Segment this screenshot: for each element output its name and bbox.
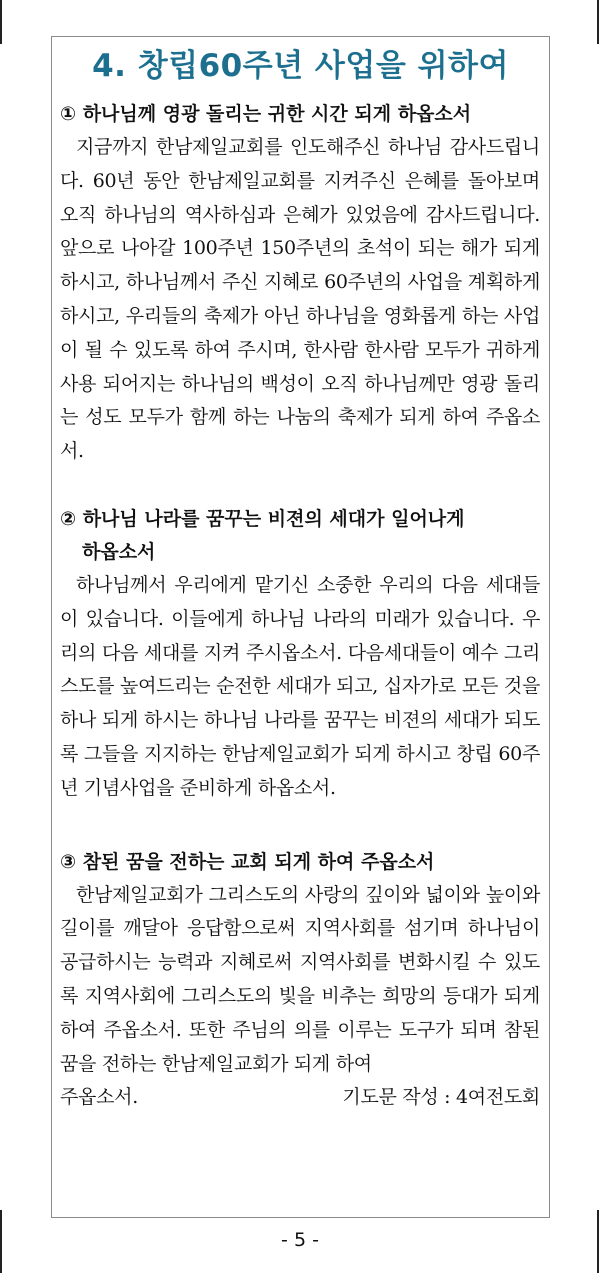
page-title: 4. 창립60주년 사업을 위하여: [92, 48, 509, 84]
crop-mark: [0, 0, 2, 44]
section-text: 지금까지 한남제일교회를 인도해주신 하나님 감사드립니다. 60년 동안 한남제일교회를 지켜주신 은혜를 돌아보며 오직 하나님의 역사하심과 은혜가 있었음에 감사드립니다. 앞으로 나아갈 100주년 150주년의 초석이 되는 해가 되게 하시고, 하나님께서 주신 지혜로 60주년의 사업을 계획하게 하시고, 우리들의 축제가 아닌 하나님을 영화롭게 하는 사업이 될 수 있도록 하여 주시며, 한사람 한사람 모두가 귀하게 사용 되어지는 하나님의 백성이 오직 하나님께만 영광 돌리는 성도 모두가 함께 하는 나눔의 축제가 되게 하여 주옵소서.: [60, 136, 540, 463]
section-1: [60, 98, 540, 469]
section-text: 한남제일교회가 그리스도의 사랑의 깊이와 넓이와 높이와 길이를 깨달아 응답함으로써 지역사회를 섬기며 하나님이 공급하시는 능력과 지혜로써 지역사회를 변화시킬 수 있도록 지역사회에 그리스도의 빛을 비추는 희망의 등대가 되게 하여 주옵소서. 또한 주님의 의를 이루는 도구가 되며 참된 꿈을 전하는 한남제일교회가 되게 하여: [60, 883, 540, 1075]
section-2: [60, 503, 540, 806]
section-text: 하나님께서 우리에게 맡기신 소중한 우리의 다음 세대들이 있습니다. 이들에게 하나님 나라의 미래가 있습니다. 우리의 다음 세대를 지켜 주시옵소서. 다음세대들이 예수 그리스도를 높여드리는 순전한 세대가 되고, 십자가로 모든 것을 하나 되게 하시는 하나님 나라를 꿈꾸는 비젼의 세대가 되도록 그들을 지지하는 한남제일교회가 되게 하시고 창립 60주년 기념사업을 준비하게 하옵소서.: [60, 573, 540, 799]
section-heading: ③ 참된 꿈을 전하는 교회 되게 하여 주옵소서: [60, 850, 435, 873]
section-heading: ② 하나님 나라를 꿈꾸는 비젼의 세대가 일어나게: [60, 507, 465, 530]
section-heading-cont: 하옵소서: [82, 540, 156, 563]
crop-mark: [597, 0, 599, 44]
page-number: - 5 -: [281, 1229, 319, 1251]
document-body: [60, 98, 540, 1115]
section-3: [60, 846, 540, 1116]
closing-text: 주옵소서.: [60, 1086, 138, 1109]
prayer-credit: 기도문 작성 : 4여전도회: [342, 1086, 540, 1109]
closing-line: [60, 1081, 540, 1115]
section-heading: ① 하나님께 영광 돌리는 귀한 시간 되게 하옵소서: [60, 103, 472, 125]
